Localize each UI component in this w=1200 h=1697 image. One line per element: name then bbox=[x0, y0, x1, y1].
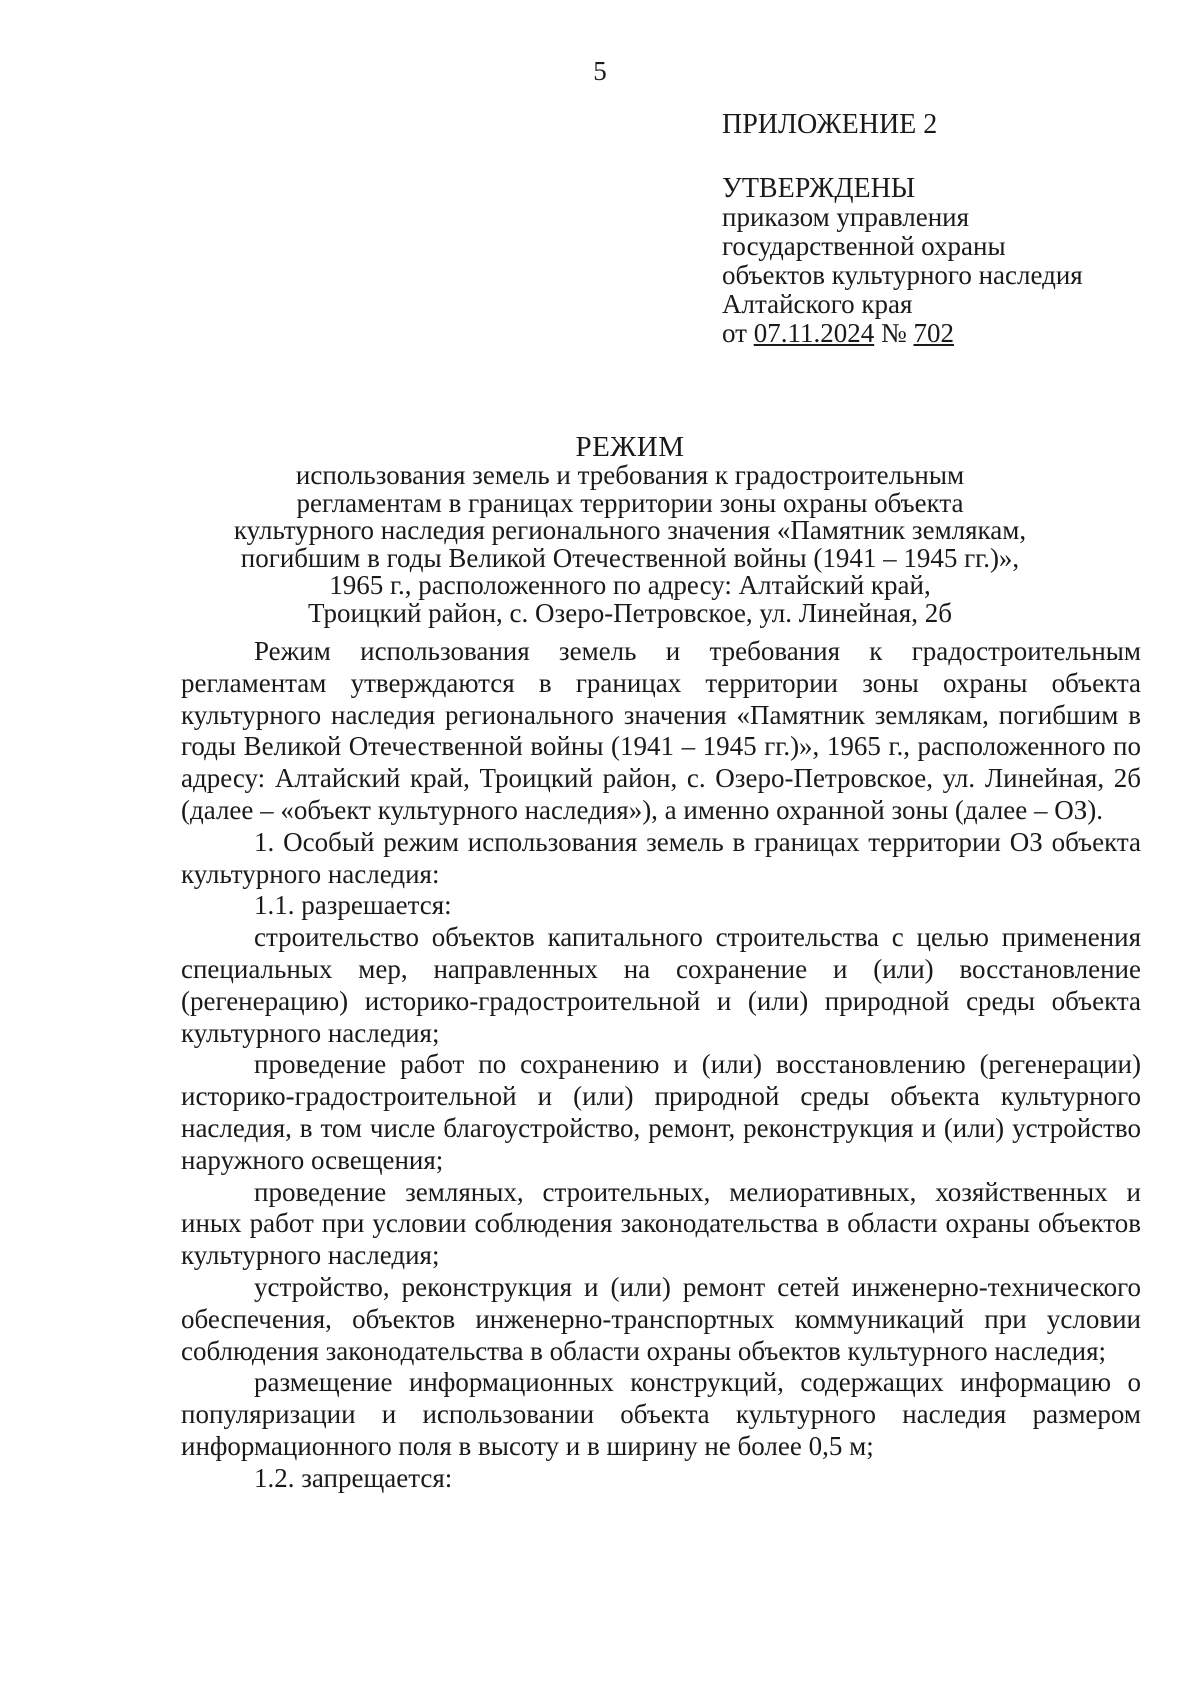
approval-line: Алтайского края bbox=[722, 289, 913, 319]
title-line: культурного наследия регионального значения «Памятник землякам, bbox=[233, 515, 1027, 545]
page-number: 5 bbox=[593, 56, 607, 86]
approval-block bbox=[722, 110, 1083, 348]
body-paragraph: Режим использования земель и требования к градостроительным регламентам утверждаются в границах территории зоны охраны объекта культурного наследия регионального значения «Памятник землякам, погибшим в годы Великой Отечественной войны (1941 – 1945 гг.)», 1965 г., расположенного по адресу: Алтайский край, Троицкий район, с. Озеро-Петровское, ул. Линейная, 2б (далее – «объект культурного наследия»), а именно охранной зоны (далее – ОЗ). bbox=[181, 636, 1141, 825]
subsection-allowed: 1.1. разрешается: bbox=[254, 890, 452, 921]
approval-line: объектов культурного наследия bbox=[722, 260, 1083, 290]
appendix-label: ПРИЛОЖЕНИЕ 2 bbox=[722, 109, 938, 140]
title-line: Троицкий район, с. Озеро-Петровское, ул. Линейная, 2б bbox=[308, 597, 952, 628]
approved-label: УТВЕРЖДЕНЫ bbox=[722, 173, 916, 204]
order-number: 702 bbox=[913, 318, 954, 348]
document-title-block bbox=[150, 433, 1110, 627]
order-date: 07.11.2024 bbox=[753, 318, 875, 348]
title-line: регламентам в границах территории зоны охраны объекта bbox=[296, 487, 964, 518]
list-item: строительство объектов капитального строительства с целью применения специальных мер, направленных на сохранение и (или) восстановление (регенерацию) историко-градостроительной и (или) природной среды объекта культурного наследия; bbox=[181, 922, 1141, 1048]
approval-date-line bbox=[722, 319, 1083, 348]
title-line: 1965 г., расположенного по адресу: Алтайский край, bbox=[329, 570, 931, 600]
approval-line: приказом управления bbox=[722, 202, 970, 232]
document-title: РЕЖИМ bbox=[575, 431, 685, 463]
list-item: устройство, реконструкция и (или) ремонт сетей инженерно-технического обеспечения, объектов инженерно-транспортных коммуникаций при условии соблюдения законодательства в области охраны объектов культурного наследия; bbox=[181, 1271, 1141, 1366]
date-prefix: от bbox=[722, 318, 754, 348]
approval-line: государственной охраны bbox=[722, 231, 1006, 261]
section-heading: 1. Особый режим использования земель в границах территории ОЗ объекта культурного наследия: bbox=[181, 826, 1141, 889]
list-item: размещение информационных конструкций, содержащих информацию о популяризации и использовании объекта культурного наследия размером информационного поля в высоту и в ширину не более 0,5 м; bbox=[181, 1367, 1141, 1461]
document-body bbox=[181, 636, 1141, 1495]
title-line: погибшим в годы Великой Отечественной войны (1941 – 1945 гг.)», bbox=[240, 542, 1020, 573]
title-line: использования земель и требования к градостроительным bbox=[295, 460, 965, 490]
subsection-prohibited: 1.2. запрещается: bbox=[254, 1462, 453, 1493]
list-item: проведение работ по сохранению и (или) восстановлению (регенерации) историко-градостроительной и (или) природной среды объекта культурного наследия, в том числе благоустройство, ремонт, реконструкция и (или) устройство наружного освещения; bbox=[181, 1049, 1141, 1175]
list-item: проведение земляных, строительных, мелиоративных, хозяйственных и иных работ при условии соблюдения законодательства в области охраны объектов культурного наследия; bbox=[181, 1176, 1141, 1271]
number-sign: № bbox=[874, 318, 914, 348]
